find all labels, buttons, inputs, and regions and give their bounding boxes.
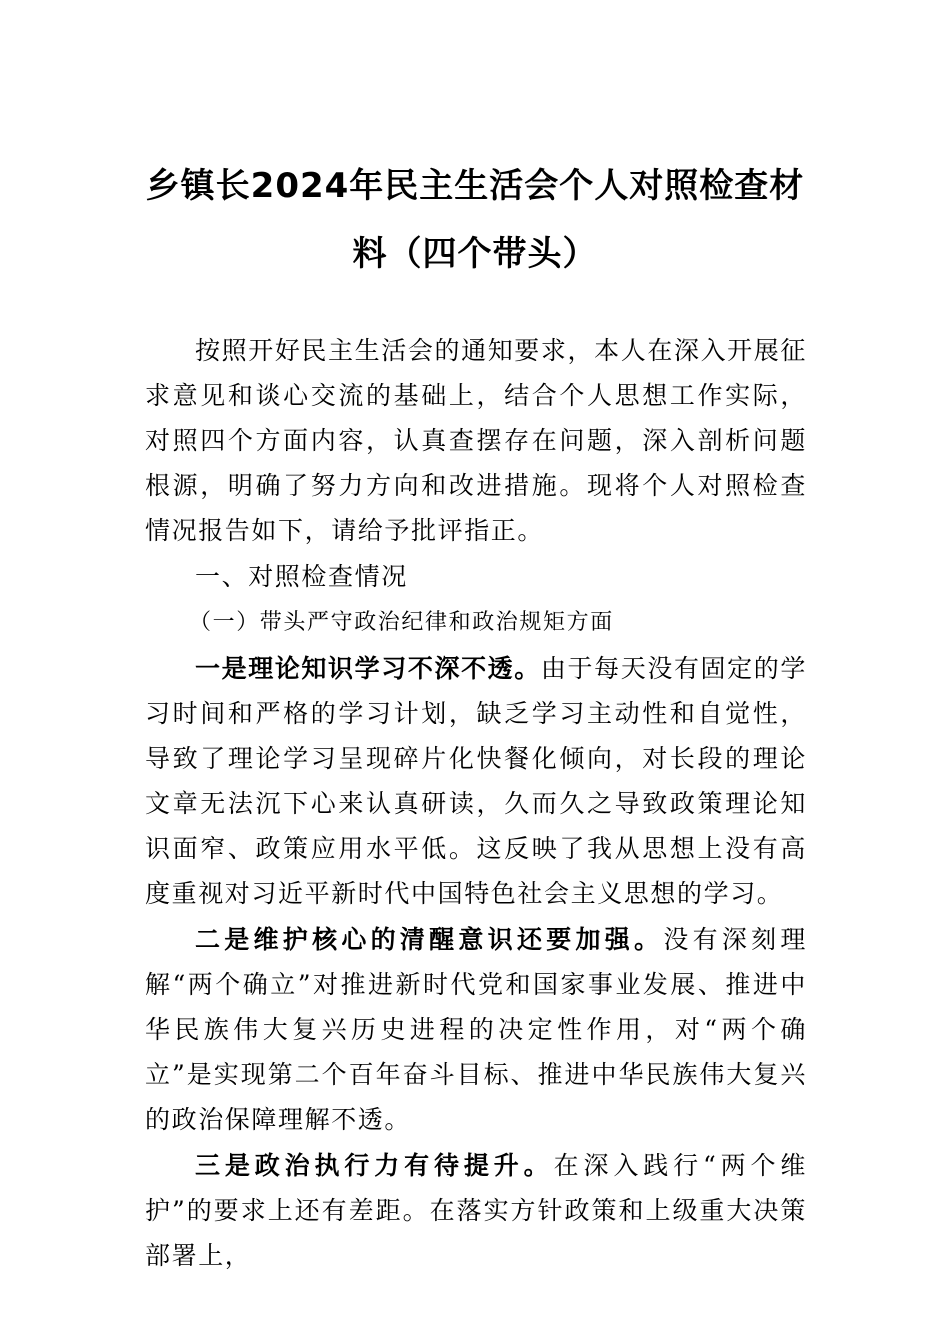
document-title [110,152,840,288]
point-lead-2: 二是维护核心的清醒意识还要加强。 [195,925,664,954]
section-heading: 一、对照检查情况 [195,562,408,591]
point-lead-1: 一是理论知识学习不深不透。 [195,654,541,683]
point-paragraph-2 [145,917,807,1142]
point-lead-3: 三是政治执行力有待提升。 [195,1151,554,1180]
document-body [145,328,807,1278]
intro-paragraph: 按照开好民主生活会的通知要求，本人在深入开展征求意见和谈心交流的基础上，结合个人思想工作实际，对照四个方面内容，认真查摆存在问题，深入剖析问题根源，明确了努力方向和改进措施。现将个人对照检查情况报告如下，请给予批评指正。 [145,336,807,545]
title-line-1: 乡镇长2024年民主生活会个人对照检查材 [145,166,805,206]
point-paragraph-3 [145,1143,807,1278]
point-text-2: 没有深刻理解“两个确立”对推进新时代党和国家事业发展、推进中华民族伟大复兴历史进程的决定性作用，对“两个确立”是实现第二个百年奋斗目标、推进中华民族伟大复兴的政治保障理解不透。 [145,925,807,1134]
point-text-3: 在深入践行“两个维护”的要求上还有差距。在落实方针政策和上级重大决策部署上， [145,1151,808,1270]
point-paragraph-1 [145,646,807,916]
title-line-2: 料（四个带头） [352,234,598,274]
subsection-heading: （一）带头严守政治纪律和政治规矩方面 [189,610,614,635]
point-text-1: 由于每天没有固定的学习时间和严格的学习计划，缺乏学习主动性和自觉性，导致了理论学习呈现碎片化快餐化倾向，对长段的理论文章无法沉下心来认真研读，久而久之导致政策理论知识面窄、政策应用水平低。这反映了我从思想上没有高度重视对习近平新时代中国特色社会主义思想的学习。 [145,654,807,908]
